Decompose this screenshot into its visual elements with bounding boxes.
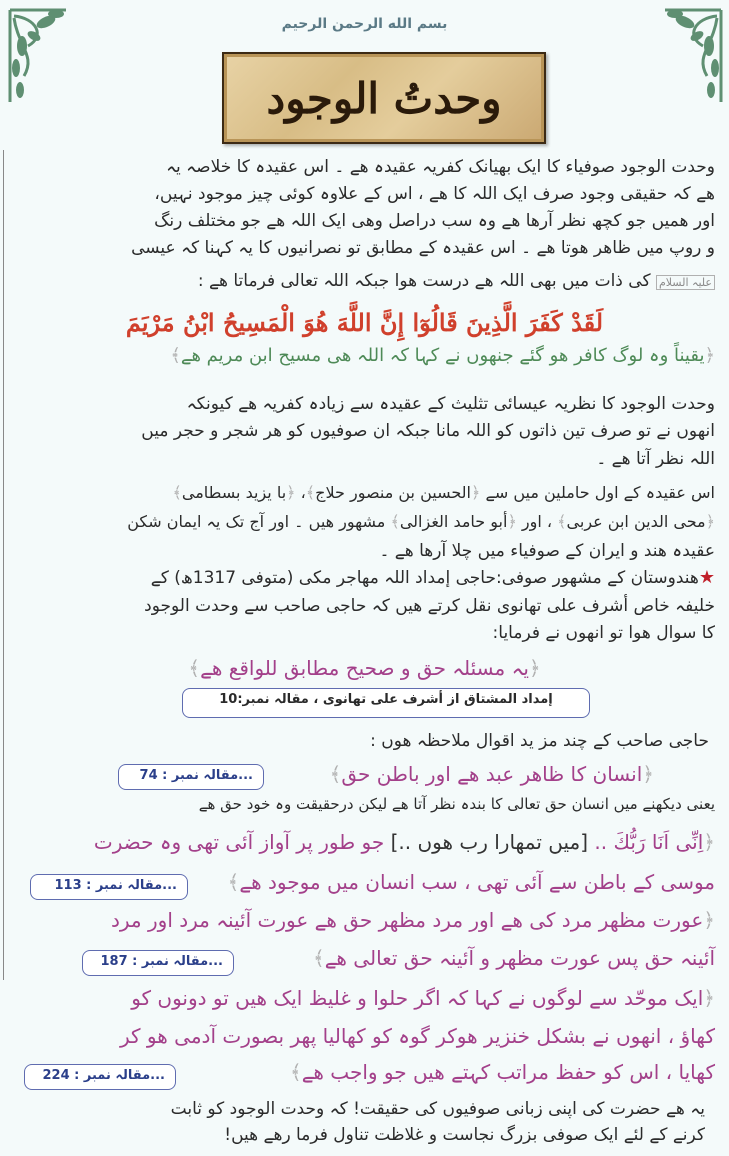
reference-3: ...مقالہ نمبر : 113: [30, 874, 188, 900]
closing-line: کرنے کے لئے ایک صوفی بزرگ نجاست و غلاظت تناول فرما رھے ھیں!: [224, 1125, 705, 1145]
quote-1-line: [0, 656, 729, 680]
explanation-2: یعنی دیکھنے میں انسان حق تعالی کا بندہ نظر آتا ھے لیکن درحقیقت وہ خود حق ھے: [198, 795, 715, 813]
ornate-bracket-icon: ﴾: [188, 656, 201, 680]
ornate-bracket-icon: ﴿: [703, 830, 715, 854]
para3-text: ، اور: [521, 512, 553, 531]
quote-5-line3-text: کھایا ، اس کو حفظ مراتب کہتے ھیں جو واجب ھے: [301, 1060, 715, 1084]
honorific-mark: علیہ السلام: [656, 275, 715, 290]
ornate-bracket-icon: ﴿: [286, 483, 296, 502]
ornate-bracket-icon: ﴿: [642, 762, 654, 786]
reference-5: ...مقالہ نمبر : 224: [24, 1064, 176, 1090]
quote-2: انسان کا ظاھر عبد ھے اور باطن حق: [341, 762, 643, 786]
quote-5-line3: [290, 1060, 715, 1084]
ornate-bracket-icon: ﴿: [507, 512, 517, 531]
para2-line: اللہ نظر آتا ھے ۔: [596, 449, 715, 469]
para4-line: [8, 567, 715, 588]
intro-line-with-honorific: [8, 270, 715, 291]
name-ghazali: أبو حامد الغزالی: [399, 512, 508, 531]
ornate-bracket-icon: ﴾: [305, 483, 316, 502]
para3-text: مشھور ھیں ۔ اور آج تک یہ ایمان شکن: [127, 512, 386, 531]
name-ibn-arabi: محی الدین ابن عربی: [566, 512, 706, 531]
ornate-bracket-icon: ﴾: [390, 512, 400, 531]
ornate-bracket-icon: ﴿: [703, 986, 715, 1010]
ornate-bracket-icon: ﴾: [557, 512, 567, 531]
para4-line: کا سوال ھوا تو انھوں نے فرمایا:: [492, 623, 715, 643]
verse-translation-line: [8, 345, 715, 366]
intro-line: ھے کہ حقیقی وجود صرف ایک اللہ کا ھے ، اس کے علاوہ کوئی چیز موجود نہیں،: [154, 184, 715, 204]
left-border-rule: [3, 150, 4, 980]
bismillah-heading: بسم الله الرحمن الرحیم: [281, 16, 448, 32]
quote-1: یہ مسئلہ حق و صحیح مطابق للواقع ھے: [200, 656, 529, 680]
red-star-icon: ★: [698, 567, 715, 588]
quote-5-line1-text: ایک موحّد سے لوگوں نے کہا کہ اگر حلوا و غلیظ ایک ھیں تو دونوں کو: [131, 986, 704, 1010]
ornate-bracket-icon: ﴾: [289, 1060, 302, 1084]
quote-4-line1: [111, 908, 715, 932]
quote-3-bracket: [میں تمھارا رب ھوں ..]: [390, 830, 589, 854]
verse-translation: یقیناً وہ لوگ کافر ھو گئے جنھوں نے کہا کہ اللہ ھی مسیح ابن مریم ھے: [180, 345, 705, 366]
quote-3-line2: [228, 870, 715, 894]
para4-text: ھندوستان کے مشھور صوفی:حاجی إمداد اللہ مھاجر مکی (متوفی 1317ھ) کے: [150, 568, 699, 588]
quote-5-line2: کھاؤ ، انھوں نے بشکل خنزیر ھوکر گوہ کو کھالیا پھر بصورت آدمی ھو کر: [120, 1024, 715, 1048]
ornate-bracket-icon: ﴾: [312, 946, 325, 970]
para3-line3: عقیدہ ھند و ایران کے صوفیاء میں چلا آرھا ھے ۔: [379, 541, 715, 561]
ornate-bracket-icon: ﴿: [705, 512, 715, 531]
intro-line: و روپ میں ظاھر ھوتا ھے ۔ اس عقیدہ کے مطابق تو نصرانیوں کا یہ کہنا کہ عیسی: [131, 238, 715, 258]
para2-line: انھوں نے تو صرف تین ذاتوں کو اللہ مانا جبکہ ان صوفیوں کو ھر شجر و حجر میں: [141, 421, 715, 441]
para2-line: وحدت الوجود کا نظریہ عیسائی تثلیث کے عقیدہ سے زیادہ کفریہ ھے کیونکہ: [186, 394, 715, 414]
quote-4-line1-text: عورت مظھر مرد کی ھے اور مرد مظھر حق ھے عورت آئینہ مرد اور مرد: [110, 908, 704, 932]
ornate-bracket-icon: ﴾: [170, 345, 181, 366]
intro-line: وحدت الوجود صوفیاء کا ایک بھیانک کفریہ عقیدہ ھے ۔ اس عقیدہ کا خلاصہ یہ: [166, 157, 715, 177]
ornate-bracket-icon: ﴾: [329, 762, 342, 786]
quote-4-line2-text: آئینہ حق پس عورت مظھر و آئینہ حق تعالی ھے: [324, 946, 715, 970]
quote-3-start: اِنِّی اَنَا رَبُّكَ ..: [594, 830, 704, 854]
quote-4-line2: [313, 946, 715, 970]
intro-line: اور ھمیں جو کچھ نظر آرھا ھے وہ سب دراصل وھی ایک اللہ ھے جو مختلف رنگ: [154, 211, 715, 231]
reference-4: ...مقالہ نمبر : 187: [82, 950, 234, 976]
name-bistami: با یزید بسطامی: [181, 483, 287, 502]
para3-line1: اس عقیدہ کے اول حاملین میں سے ﴿الحسین بن منصور حلاج﴾، ﴿با یزید بسطامی﴾: [172, 483, 715, 502]
para3-line2: [8, 512, 715, 531]
closing-line: یہ ھے حضرت کی اپنی زبانی صوفیوں کی حقیقت! کہ وحدت الوجود کو ثابت: [170, 1099, 705, 1119]
title-board: [222, 52, 546, 144]
para5: حاجی صاحب کے چند مز ید اقوال ملاحظہ ھوں :: [370, 731, 709, 751]
quran-verse: لَقَدْ كَفَرَ الَّذِينَ قَالُوٓا إِنَّ اللَّهَ هُوَ الْمَسِيحُ ابْنُ مَرْيَمَ: [125, 308, 604, 337]
ornate-bracket-icon: ﴿: [471, 483, 481, 502]
ornate-bracket-icon: ﴿: [703, 908, 715, 932]
para3-text: اس عقیدہ کے اول حاملین میں سے: [485, 483, 715, 502]
quote-2-line: [330, 762, 654, 786]
quote-3-end: جو طور پر آواز آئی تھی وہ حضرت: [93, 830, 385, 854]
name-hallaj: الحسین بن منصور حلاج: [315, 483, 471, 502]
quote-3-line2-text: موسی کے باطن سے آئی تھی ، سب انسان میں موجود ھے: [239, 870, 715, 894]
quote-5-line1: [131, 986, 715, 1010]
page-title: وحدتُ الوجود: [266, 73, 502, 123]
ornate-bracket-icon: ﴾: [227, 870, 240, 894]
quote-3-line1: [94, 830, 715, 854]
reference-1: إمداد المشتاق از أشرف علی تھانوی ، مقالہ نمبر:10: [182, 688, 590, 718]
para4-line: خلیفہ خاص أشرف علی تھانوی نقل کرتے ھیں کہ حاجی صاحب سے وحدت الوجود: [144, 596, 715, 616]
reference-2: ...مقالہ نمبر : 74: [118, 764, 264, 790]
intro-line: کی ذات میں بھی اللہ ھے درست ھوا جبکہ اللہ تعالی فرماتا ھے :: [197, 271, 651, 291]
ornate-bracket-icon: ﴾: [172, 483, 182, 502]
ornate-bracket-icon: ﴿: [528, 656, 541, 680]
ornate-bracket-icon: ﴿: [704, 345, 715, 366]
